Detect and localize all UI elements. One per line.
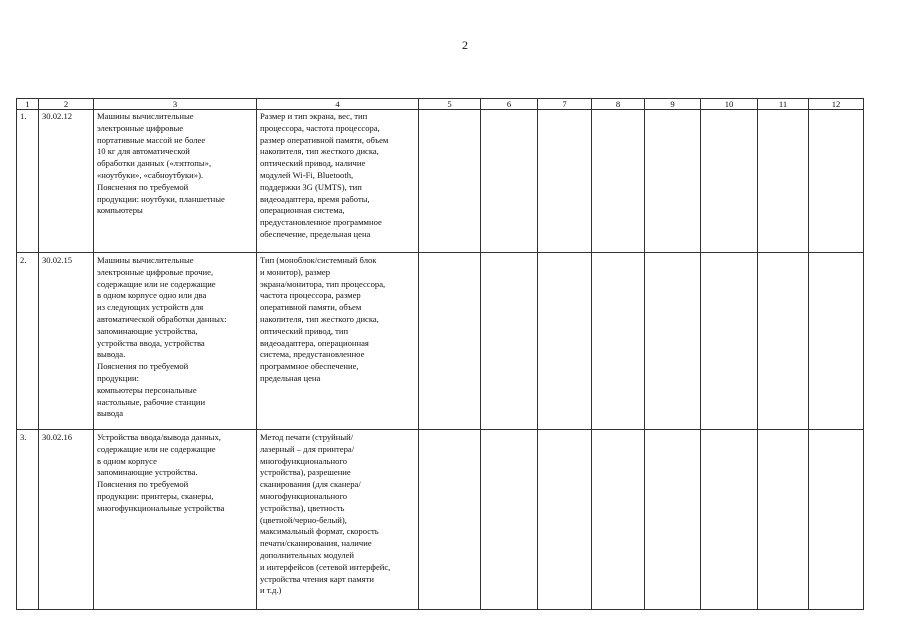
column-header-3: 3 xyxy=(94,99,257,110)
row-number-cell: 3. xyxy=(17,430,39,610)
cell-text-line: оптический привод, наличие xyxy=(260,158,366,169)
product-name-cell xyxy=(94,110,257,253)
cell-text-line: видеоадаптера, время работы, xyxy=(260,193,370,204)
cell-text-line: из следующих устройств для xyxy=(97,302,204,313)
empty-cell xyxy=(645,253,701,430)
empty-cell xyxy=(701,253,758,430)
cell-text-line: Пояснения по требуемой xyxy=(97,181,189,192)
product-name-cell xyxy=(94,253,257,430)
cell-text-line: обеспечение, предельная цена xyxy=(260,228,371,239)
empty-cell xyxy=(701,430,758,610)
table-row xyxy=(17,430,864,610)
column-header-10: 10 xyxy=(701,99,758,110)
cell-text-line: сканирования (для сканера/ xyxy=(260,479,361,490)
cell-text-line: устройства), разрешение xyxy=(260,467,351,478)
cell-text-line: размер оперативной памяти, объем xyxy=(260,134,389,145)
empty-cell xyxy=(645,430,701,610)
column-header-6: 6 xyxy=(481,99,538,110)
cell-text-line: устройства чтения карт памяти xyxy=(260,573,374,584)
cell-text-line: Тип (моноблок/системный блок xyxy=(260,255,377,265)
page-number: 2 xyxy=(462,38,468,52)
cell-text-line: многофункционального xyxy=(260,455,348,466)
cell-text-line: модулей Wi-Fi, Bluetooth, xyxy=(260,169,354,180)
column-header-12: 12 xyxy=(809,99,864,110)
cell-text-line: печати/сканирования, наличие xyxy=(260,538,372,549)
empty-cell xyxy=(419,430,481,610)
cell-text-line: содержащие или не содержащие xyxy=(97,278,216,289)
cell-text-line: электронные цифровые xyxy=(97,122,184,133)
cell-text-line: накопителя, тип жесткого диска, xyxy=(260,146,379,157)
characteristics-cell xyxy=(257,110,419,253)
cell-text-line: экрана/монитора, тип процессора, xyxy=(260,278,386,289)
column-header-7: 7 xyxy=(538,99,592,110)
empty-cell xyxy=(538,430,592,610)
cell-text-line: продукции: xyxy=(97,372,139,383)
column-header-2: 2 xyxy=(39,99,94,110)
okpd-code-cell: 30.02.12 xyxy=(39,110,94,253)
cell-text-line: Машины вычислительные xyxy=(97,255,194,265)
cell-text-line: и интерфейсов (сетевой интерфейс, xyxy=(260,561,391,572)
cell-text-line: 10 кг для автоматической xyxy=(97,146,190,157)
cell-text-line: в одном корпусе одно или два xyxy=(97,290,207,301)
cell-text-line: Метод печати (струйный/ xyxy=(260,432,354,442)
row-number-cell: 2. xyxy=(17,253,39,430)
cell-text-line: поддержки 3G (UMTS), тип xyxy=(260,181,362,192)
characteristics-cell xyxy=(257,253,419,430)
column-header-8: 8 xyxy=(592,99,645,110)
cell-text-line: устройства), цветность xyxy=(260,502,345,513)
cell-text-line: вывода xyxy=(97,408,124,419)
empty-cell xyxy=(419,110,481,253)
products-table xyxy=(16,98,864,610)
cell-text-line: процессора, частота процессора, xyxy=(260,122,380,133)
cell-text-line: продукции: принтеры, сканеры, xyxy=(97,490,214,501)
empty-cell xyxy=(419,253,481,430)
empty-cell xyxy=(701,110,758,253)
cell-text-line: и монитор), размер xyxy=(260,266,331,277)
cell-text-line: продукции: ноутбуки, планшетные xyxy=(97,193,225,204)
row-number-cell: 1. xyxy=(17,110,39,253)
okpd-code-cell: 30.02.15 xyxy=(39,253,94,430)
cell-text-line: вывода. xyxy=(97,349,126,360)
empty-cell xyxy=(592,110,645,253)
cell-text-line: Машины вычислительные xyxy=(97,111,194,121)
cell-text-line: содержащие или не содержащие xyxy=(97,443,216,454)
cell-text-line: настольные, рабочие станции xyxy=(97,396,206,407)
empty-cell xyxy=(809,110,864,253)
empty-cell xyxy=(758,253,809,430)
characteristics-cell xyxy=(257,430,419,610)
cell-text-line: лазерный – для принтера/ xyxy=(260,443,355,454)
empty-cell xyxy=(809,253,864,430)
cell-text-line: предустановленное программное xyxy=(260,217,382,228)
cell-text-line: электронные цифровые прочие, xyxy=(97,266,214,277)
cell-text-line: оперативной памяти, объем xyxy=(260,302,362,313)
empty-cell xyxy=(592,430,645,610)
cell-text-line: дополнительных модулей xyxy=(260,549,355,560)
empty-cell xyxy=(758,110,809,253)
column-number-row xyxy=(17,99,864,110)
empty-cell xyxy=(481,253,538,430)
cell-text-line: оптический привод, тип xyxy=(260,325,349,336)
empty-cell xyxy=(481,430,538,610)
empty-cell xyxy=(538,253,592,430)
cell-text-line: устройства ввода, устройства xyxy=(97,337,205,348)
cell-text-line: запоминающие устройства, xyxy=(97,325,198,336)
cell-text-line: максимальный формат, скорость xyxy=(260,526,379,537)
empty-cell xyxy=(592,253,645,430)
cell-text-line: и т.д.) xyxy=(260,585,282,596)
cell-text-line: Размер и тип экрана, вес, тип xyxy=(260,111,368,121)
empty-cell xyxy=(758,430,809,610)
cell-text-line: операционная система, xyxy=(260,205,345,216)
empty-cell xyxy=(645,110,701,253)
table-row xyxy=(17,253,864,430)
cell-text-line: частота процессора, размер xyxy=(260,290,361,301)
okpd-code-cell: 30.02.16 xyxy=(39,430,94,610)
cell-text-line: Пояснения по требуемой xyxy=(97,361,189,372)
cell-text-line: автоматической обработки данных: xyxy=(97,313,227,324)
column-header-4: 4 xyxy=(257,99,419,110)
cell-text-line: система, предустановленное xyxy=(260,349,365,360)
cell-text-line: (цветной/черно-белый), xyxy=(260,514,347,525)
cell-text-line: предельная цена xyxy=(260,372,321,383)
column-header-9: 9 xyxy=(645,99,701,110)
cell-text-line: компьютеры персональные xyxy=(97,384,197,395)
cell-text-line: обработки данных («лэптопы», xyxy=(97,158,212,169)
cell-text-line: в одном корпусе xyxy=(97,455,157,466)
cell-text-line: портативные массой не более xyxy=(97,134,206,145)
column-header-1: 1 xyxy=(17,99,39,110)
cell-text-line: многофункциональные устройства xyxy=(97,502,225,513)
cell-text-line: Устройства ввода/вывода данных, xyxy=(97,432,221,442)
column-header-11: 11 xyxy=(758,99,809,110)
table-row xyxy=(17,110,864,253)
column-header-5: 5 xyxy=(419,99,481,110)
cell-text-line: Пояснения по требуемой xyxy=(97,479,189,490)
cell-text-line: запоминающие устройства. xyxy=(97,467,198,478)
empty-cell xyxy=(538,110,592,253)
cell-text-line: программное обеспечение, xyxy=(260,361,359,372)
cell-text-line: накопителя, тип жесткого диска, xyxy=(260,313,379,324)
cell-text-line: видеоадаптера, операционная xyxy=(260,337,369,348)
cell-text-line: «ноутбуки», «сабноутбуки»). xyxy=(97,169,204,180)
product-name-cell xyxy=(94,430,257,610)
empty-cell xyxy=(481,110,538,253)
cell-text-line: многофункционального xyxy=(260,490,348,501)
cell-text-line: компьютеры xyxy=(97,205,143,216)
empty-cell xyxy=(809,430,864,610)
